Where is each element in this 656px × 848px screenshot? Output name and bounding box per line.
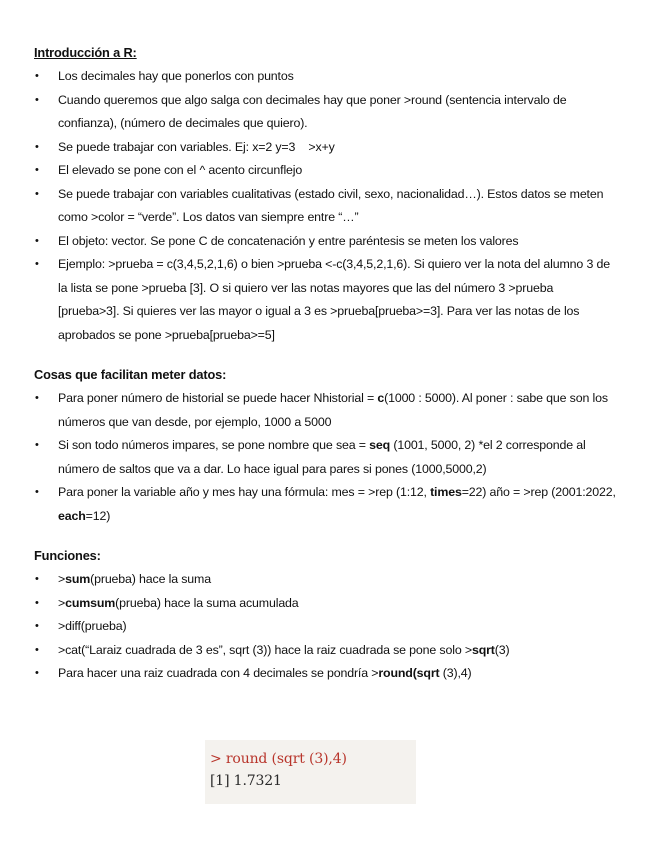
list-item-text: (1001, 5000, 2) *el 2 corresponde al número de saltos que va a dar. Lo hace igual para pares si pones (1000,5000,2) (58, 438, 586, 476)
bold-text: round(sqrt (378, 666, 440, 680)
list-item-text: (prueba) hace la suma acumulada (115, 595, 299, 610)
section-functions (34, 546, 616, 686)
bold-text: times (430, 485, 462, 499)
list-item-text: Ejemplo: >prueba = c(3,4,5,2,1,6) o bien >prueba <-c(3,4,5,2,1,6). Si quiero ver la nota del alumno 3 de la lista se pone >prueba [3]. O si quiero ver las notas mayores que las del número 3 >prueba [prueba>3]. Si quieres ver las mayor o igual a 3 es >prueba[prueba>=3]. Para ver las notas de los aprobados se pone >prueba[prueba>=5] (58, 257, 610, 342)
bold-text: cumsum (65, 595, 116, 610)
list-item-text: Los decimales hay que ponerlos con puntos (58, 69, 294, 83)
list-item-text: (3),4) (439, 666, 472, 680)
list-item (34, 481, 616, 528)
list-item-text: > (58, 595, 66, 610)
list-item (34, 592, 616, 616)
bold-text: c (377, 391, 385, 405)
section-heading: Cosas que facilitan meter datos: (34, 367, 227, 382)
list-item (34, 230, 616, 254)
list-item-text: Para poner número de historial se puede hacer Nhistorial = (58, 391, 378, 405)
bold-text: sqrt (471, 642, 495, 657)
list-item (34, 183, 616, 230)
list-item-text: (1000 : 5000). Al poner : sabe que son los números que van desde, por ejemplo, 1000 a 5000 (58, 391, 608, 429)
list-item (34, 662, 616, 686)
list-item-text: >diff(prueba) (58, 619, 127, 633)
section-data-entry (34, 365, 616, 528)
list-item (34, 615, 616, 639)
list-item (34, 159, 616, 183)
list-item (34, 639, 616, 663)
bold-text: sum (65, 572, 91, 586)
list-item (34, 136, 616, 160)
list-item-text: >cat(“Laraiz cuadrada de 3 es”, sqrt (3)) hace la raiz cuadrada se pone solo > (58, 642, 472, 657)
list-item-text: Para poner la variable año y mes hay una fórmula: mes = >rep (1:12, (58, 485, 431, 499)
list-item-text: El objeto: vector. Se pone C de concatenación y entre paréntesis se meten los valores (58, 233, 519, 248)
list-item-text: Se puede trabajar con variables. Ej: x=2 y=3 >x+y (58, 139, 335, 154)
list-item-text: Si son todo números impares, se pone nombre que sea = (58, 438, 370, 452)
list-item-text: (3) (494, 642, 510, 657)
list-item (34, 89, 616, 136)
list-item (34, 387, 616, 434)
section-intro (34, 43, 616, 347)
section-heading: Funciones: (34, 548, 101, 563)
list-item-text: Se puede trabajar con variables cualitativas (estado civil, sexo, nacionalidad…). Estos datos se meten como >color = “verde”. Los datos van siempre entre “…” (58, 186, 604, 224)
code-screenshot (205, 740, 416, 804)
bullet-list (34, 65, 616, 347)
list-item (34, 253, 616, 347)
list-item-text: (prueba) hace la suma (90, 572, 211, 586)
list-item-text: El elevado se pone con el ^ acento circunflejo (58, 163, 303, 177)
code-output: [1] 1.7321 (210, 773, 282, 789)
bold-text: seq (369, 438, 391, 452)
list-item (34, 65, 616, 89)
list-item-text: Para hacer una raiz cuadrada con 4 decimales se pondría > (58, 666, 379, 680)
bold-text: each (58, 508, 86, 523)
list-item (34, 434, 616, 481)
bullet-list (34, 568, 616, 686)
list-item-text: Cuando queremos que algo salga con decimales hay que poner >round (sentencia intervalo de confianza), (número de decimales que quiero). (58, 92, 567, 130)
bullet-list (34, 387, 616, 528)
list-item-text: =12) (85, 508, 111, 523)
list-item-text: > (58, 572, 66, 586)
list-item (34, 568, 616, 592)
code-command: > round (sqrt (3),4) (210, 751, 347, 767)
list-item-text: =22) año = >rep (2001:2022, (461, 485, 616, 499)
section-heading: Introducción a R: (34, 45, 137, 60)
